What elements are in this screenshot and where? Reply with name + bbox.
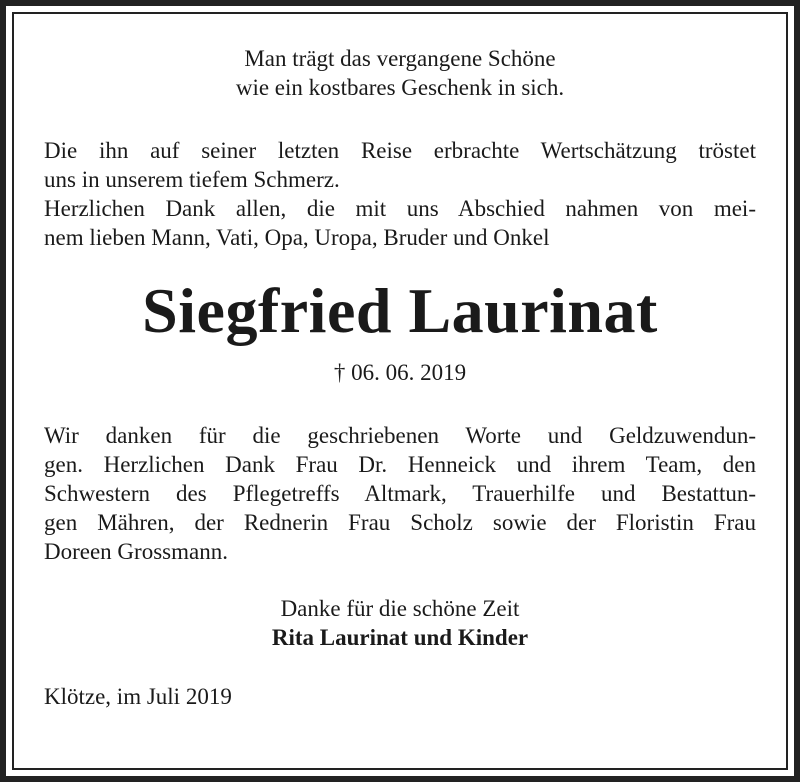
thanks-paragraph-2 xyxy=(44,421,756,566)
closing-text: Danke für die schöne Zeit xyxy=(280,596,520,621)
paragraph-line: Doreen Grossmann. xyxy=(44,539,228,564)
paragraph-line: uns in unserem tiefem Schmerz. xyxy=(44,167,340,192)
death-date: † 06. 06. 2019 xyxy=(333,360,467,385)
signature: Rita Laurinat und Kinder xyxy=(271,625,529,650)
paragraph-line: Herzlichen Dank allen, die mit uns Abschied nahmen von mei- xyxy=(44,196,756,221)
paragraph-line: Wir danken für die geschriebenen Worte und Geldzuwendun- xyxy=(44,423,756,448)
paragraph-line: gen. Herzlichen Dank Frau Dr. Henneick und ihrem Team, den xyxy=(44,452,756,477)
deceased-name: Siegfried Laurinat xyxy=(142,275,658,346)
closing-block xyxy=(44,594,756,652)
paragraph-line: Die ihn auf seiner letzten Reise erbrachte Wertschätzung tröstet xyxy=(44,138,756,163)
motto-line: Man trägt das vergangene Schöne xyxy=(244,46,556,71)
motto xyxy=(44,44,756,102)
thanks-paragraph-1 xyxy=(44,136,756,252)
motto-line: wie ein kostbares Geschenk in sich. xyxy=(235,75,565,100)
place-date: Klötze, im Juli 2019 xyxy=(44,684,232,709)
paragraph-line: gen Mähren, der Rednerin Frau Scholz sowie der Floristin Frau xyxy=(44,510,756,535)
paragraph-line: Schwestern des Pflegetreffs Altmark, Trauerhilfe und Bestattun- xyxy=(44,481,756,506)
obituary-content xyxy=(44,44,756,711)
paragraph-line: nem lieben Mann, Vati, Opa, Uropa, Bruder und Onkel xyxy=(44,225,550,250)
